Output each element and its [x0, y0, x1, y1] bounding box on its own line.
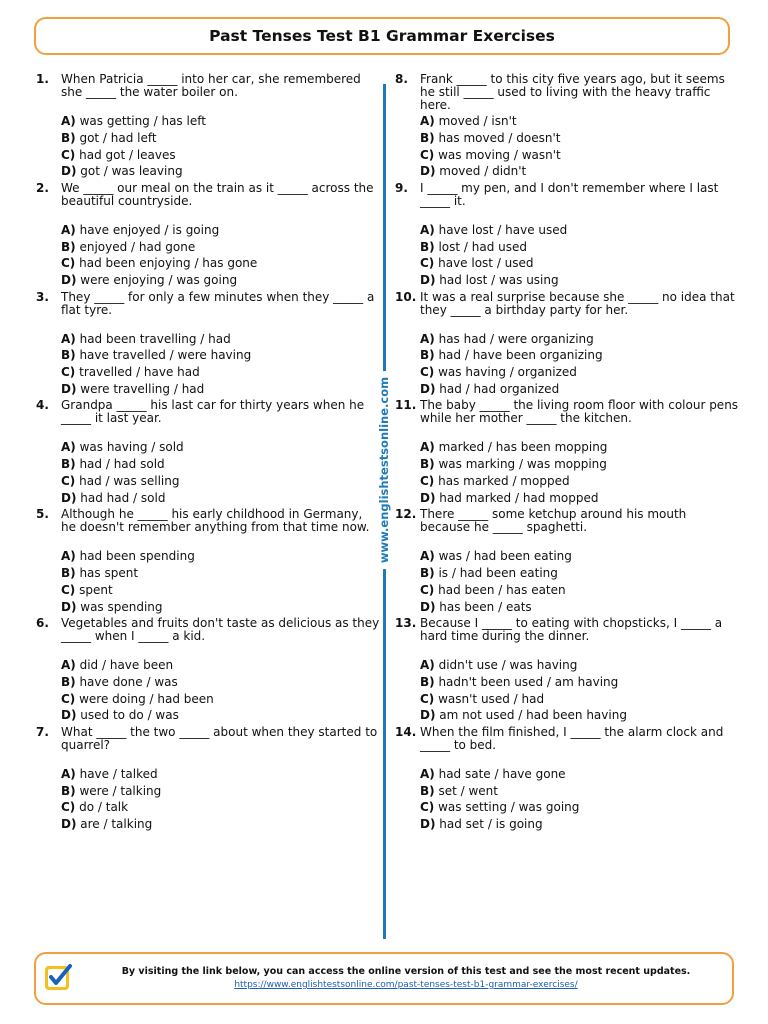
answer-option [420, 766, 579, 783]
option-letter: C) [61, 147, 76, 162]
option-text: has marked / mopped [434, 473, 570, 488]
option-text: wasn't used / had [434, 691, 545, 706]
answer-option [61, 381, 251, 398]
option-letter: A) [61, 222, 76, 237]
answer-options [61, 222, 257, 289]
question-number: 13. [395, 615, 417, 630]
option-text: have travelled / were having [75, 348, 252, 363]
option-text: got / was leaving [76, 164, 183, 179]
option-text: do / talk [75, 800, 129, 815]
option-text: was spending [76, 599, 163, 614]
option-text: has had / were organizing [434, 331, 594, 346]
answer-options [61, 113, 206, 180]
question-text: Grandpa _____ his last car for thirty years when he _____ it last year. [61, 398, 365, 426]
answer-option [420, 222, 567, 239]
answer-options [61, 439, 184, 506]
option-text: are / talking [76, 817, 153, 832]
option-text: had been travelling / had [75, 331, 231, 346]
question-item [395, 508, 730, 617]
option-letter: A) [420, 657, 435, 672]
option-letter: A) [61, 549, 76, 564]
question-text: Vegetables and fruits don't taste as delicious as they _____ when I _____ a kid. [61, 615, 380, 643]
answer-option [61, 707, 214, 724]
answer-option [420, 147, 561, 164]
option-letter: B) [420, 457, 435, 472]
option-text: did / have been [75, 657, 174, 672]
question-number: 11. [395, 398, 417, 413]
option-letter: D) [420, 164, 436, 179]
option-text: enjoyed / had gone [75, 239, 196, 254]
option-text: has spent [75, 565, 139, 580]
option-letter: D) [420, 381, 436, 396]
option-letter: A) [420, 549, 435, 564]
answer-option [61, 657, 214, 674]
question-text: They _____ for only a few minutes when they _____ a flat tyre. [61, 289, 375, 317]
option-text: had / had sold [75, 457, 165, 472]
answer-option [420, 548, 572, 565]
answer-option [61, 222, 257, 239]
option-text: was / had been eating [434, 549, 572, 564]
option-letter: D) [61, 490, 77, 505]
option-letter: D) [61, 817, 77, 832]
option-letter: B) [61, 457, 76, 472]
option-text: have / talked [75, 766, 158, 781]
question-number: 12. [395, 507, 417, 522]
option-text: travelled / have had [75, 365, 200, 380]
answer-option [420, 381, 603, 398]
option-text: has been / eats [435, 599, 532, 614]
question-number: 10. [395, 289, 417, 304]
question-number: 6. [36, 615, 49, 630]
option-letter: A) [61, 766, 76, 781]
answer-options [61, 657, 214, 724]
option-letter: B) [61, 348, 76, 363]
question-number: 9. [395, 180, 408, 195]
question-number: 4. [36, 398, 49, 413]
option-letter: B) [61, 239, 76, 254]
option-letter: C) [61, 473, 76, 488]
option-text: had / was selling [75, 473, 180, 488]
answer-option [61, 239, 257, 256]
option-letter: D) [61, 164, 77, 179]
footer-link[interactable]: https://www.englishtestsonline.com/past-tenses-test-b1-grammar-exercises/ [234, 980, 578, 990]
answer-option [420, 473, 607, 490]
question-text: I _____ my pen, and I don't remember where I last _____ it. [420, 180, 719, 208]
answer-options [420, 331, 603, 398]
answer-option [420, 657, 627, 674]
option-text: had marked / had mopped [435, 490, 599, 505]
answer-option [420, 113, 561, 130]
answer-option [61, 456, 184, 473]
option-text: have lost / used [434, 256, 534, 271]
answer-option [61, 347, 251, 364]
page-title-box [34, 17, 730, 55]
answer-option [420, 239, 567, 256]
answer-option [61, 490, 184, 507]
question-item [395, 289, 735, 400]
option-letter: B) [420, 674, 435, 689]
option-letter: A) [420, 114, 435, 128]
option-letter: C) [420, 691, 435, 706]
answer-option [61, 582, 195, 599]
answer-option [420, 582, 572, 599]
option-text: were travelling / had [76, 381, 205, 396]
option-letter: B) [61, 565, 76, 580]
option-letter: D) [420, 599, 436, 614]
option-letter: C) [61, 582, 76, 597]
answer-option [420, 816, 579, 833]
option-text: has moved / doesn't [434, 130, 561, 145]
option-text: had lost / was using [435, 273, 559, 288]
option-text: have done / was [75, 674, 178, 689]
question-number: 1. [36, 72, 49, 86]
option-letter: A) [420, 766, 435, 781]
answer-option [420, 456, 607, 473]
option-letter: D) [61, 708, 77, 723]
option-letter: B) [61, 783, 76, 798]
answer-option [420, 674, 627, 691]
option-text: had / have been organizing [434, 348, 603, 363]
option-letter: C) [420, 582, 435, 597]
question-item [36, 724, 378, 835]
option-letter: D) [420, 273, 436, 288]
questions-column-right [395, 72, 739, 835]
answer-option [61, 548, 195, 565]
question-number: 5. [36, 507, 49, 522]
answer-option [420, 272, 567, 289]
option-letter: A) [61, 114, 76, 128]
option-text: had sate / have gone [434, 766, 566, 781]
option-letter: C) [420, 473, 435, 488]
answer-option [61, 565, 195, 582]
question-text: We _____ our meal on the train as it _____ across the beautiful countryside. [61, 180, 374, 208]
option-text: had got / leaves [75, 147, 176, 162]
answer-options [61, 548, 195, 615]
answer-option [61, 272, 257, 289]
option-letter: D) [420, 490, 436, 505]
answer-option [61, 163, 206, 180]
option-letter: A) [61, 440, 76, 455]
option-text: is / had been eating [434, 565, 558, 580]
question-text: Because I _____ to eating with chopsticks, I _____ a hard time during the dinner. [420, 615, 723, 643]
answer-option [61, 113, 206, 130]
answer-option [61, 331, 251, 348]
question-item [395, 617, 730, 726]
footer-text: By visiting the link below, you can access the online version of this test and see the most recent updates. [121, 966, 691, 977]
option-text: were enjoying / was going [76, 273, 238, 288]
answer-option [61, 691, 214, 708]
question-text: When Patricia _____ into her car, she remembered she _____ the water boiler on. [61, 72, 361, 99]
option-text: lost / had used [434, 239, 528, 254]
option-letter: A) [420, 331, 435, 346]
option-letter: B) [420, 565, 435, 580]
answer-options [420, 439, 607, 506]
option-letter: A) [420, 440, 435, 455]
option-text: had been spending [75, 549, 195, 564]
option-letter: C) [61, 800, 76, 815]
question-number: 3. [36, 289, 49, 304]
answer-option [61, 799, 161, 816]
question-text: Frank _____ to this city five years ago, but it seems he still _____ used to living with the heavy traffic here. [420, 72, 725, 112]
option-text: was getting / has left [75, 114, 206, 128]
answer-option [420, 364, 603, 381]
answer-option [420, 799, 579, 816]
answer-option [420, 707, 627, 724]
option-letter: B) [420, 239, 435, 254]
question-number: 7. [36, 724, 49, 739]
question-item [36, 508, 371, 617]
footer-box [34, 952, 734, 1005]
question-item [36, 399, 371, 508]
option-letter: C) [61, 365, 76, 380]
question-text: Although he _____ his early childhood in Germany, he doesn't remember anything from that time now. [61, 507, 370, 535]
answer-options [61, 331, 251, 398]
checkbox-check-icon [43, 962, 73, 992]
answer-options [420, 548, 572, 615]
answer-option [420, 439, 607, 456]
answer-options [420, 657, 627, 724]
answer-option [61, 255, 257, 272]
answer-option [420, 599, 572, 616]
answer-option [420, 130, 561, 147]
option-text: had been / has eaten [434, 582, 566, 597]
answer-option [420, 565, 572, 582]
option-letter: D) [61, 273, 77, 288]
option-text: was marking / was mopping [434, 457, 607, 472]
option-text: was having / sold [75, 440, 184, 455]
answer-option [420, 331, 603, 348]
option-text: didn't use / was having [434, 657, 578, 672]
answer-option [61, 783, 161, 800]
option-letter: B) [420, 130, 435, 145]
option-text: marked / has been mopping [434, 440, 608, 455]
answer-option [61, 816, 161, 833]
option-text: had had / sold [76, 490, 166, 505]
question-item [36, 289, 375, 400]
option-letter: D) [61, 599, 77, 614]
option-text: moved / isn't [434, 114, 517, 128]
option-text: were doing / had been [75, 691, 214, 706]
question-number: 8. [395, 72, 408, 86]
option-text: moved / didn't [435, 164, 527, 179]
question-text: It was a real surprise because she _____ no idea that they _____ a birthday party for her. [420, 289, 735, 317]
question-text: What _____ the two _____ about when they started to quarrel? [61, 724, 378, 752]
option-text: got / had left [75, 130, 157, 145]
option-text: set / went [434, 783, 498, 798]
question-item [36, 615, 380, 726]
answer-option [61, 364, 251, 381]
answer-option [420, 691, 627, 708]
question-text: The baby _____ the living room floor with colour pens while her mother _____ the kitchen. [420, 398, 739, 426]
answer-option [420, 490, 607, 507]
site-watermark: www.englishtestsonline.com [373, 371, 395, 569]
option-letter: D) [61, 381, 77, 396]
question-item [395, 726, 730, 835]
question-number: 14. [395, 724, 417, 739]
option-text: spent [75, 582, 113, 597]
option-letter: C) [420, 147, 435, 162]
answer-option [61, 674, 214, 691]
option-letter: C) [420, 256, 435, 271]
option-text: were / talking [75, 783, 162, 798]
option-letter: C) [420, 365, 435, 380]
question-text: When the film finished, I _____ the alarm clock and _____ to bed. [420, 724, 724, 752]
option-text: had / had organized [435, 381, 560, 396]
option-letter: B) [420, 783, 435, 798]
option-text: have lost / have used [434, 222, 568, 237]
answer-option [420, 163, 561, 180]
option-letter: A) [61, 331, 76, 346]
question-text: There _____ some ketchup around his mouth because he _____ spaghetti. [420, 507, 687, 535]
option-letter: D) [420, 708, 436, 723]
option-text: was setting / was going [434, 800, 580, 815]
answer-option [61, 599, 195, 616]
page-title: Past Tenses Test B1 Grammar Exercises [209, 27, 555, 45]
option-letter: A) [61, 657, 76, 672]
question-item [395, 182, 730, 291]
answer-options [420, 113, 561, 180]
answer-option [420, 255, 567, 272]
option-letter: A) [420, 222, 435, 237]
option-letter: D) [420, 817, 436, 832]
option-text: was moving / wasn't [434, 147, 561, 162]
option-letter: C) [61, 691, 76, 706]
answer-option [61, 473, 184, 490]
option-letter: C) [61, 256, 76, 271]
option-text: had been enjoying / has gone [75, 256, 258, 271]
option-letter: B) [61, 130, 76, 145]
answer-options [420, 766, 579, 833]
question-item [36, 180, 374, 291]
option-text: was having / organized [434, 365, 577, 380]
questions-column-left [36, 72, 380, 835]
answer-option [420, 783, 579, 800]
option-letter: B) [61, 674, 76, 689]
option-text: have enjoyed / is going [75, 222, 220, 237]
answer-options [420, 222, 567, 289]
answer-option [61, 439, 184, 456]
question-number: 2. [36, 180, 49, 195]
option-letter: B) [420, 348, 435, 363]
answer-options [61, 766, 161, 833]
option-letter: C) [420, 800, 435, 815]
option-text: had set / is going [435, 817, 543, 832]
option-text: hadn't been used / am having [434, 674, 619, 689]
question-item [395, 398, 739, 508]
answer-option [61, 766, 161, 783]
question-item [395, 73, 730, 182]
option-text: am not used / had been having [435, 708, 627, 723]
answer-option [61, 130, 206, 147]
question-item [36, 73, 371, 182]
answer-option [61, 147, 206, 164]
answer-option [420, 347, 603, 364]
option-text: used to do / was [76, 708, 179, 723]
